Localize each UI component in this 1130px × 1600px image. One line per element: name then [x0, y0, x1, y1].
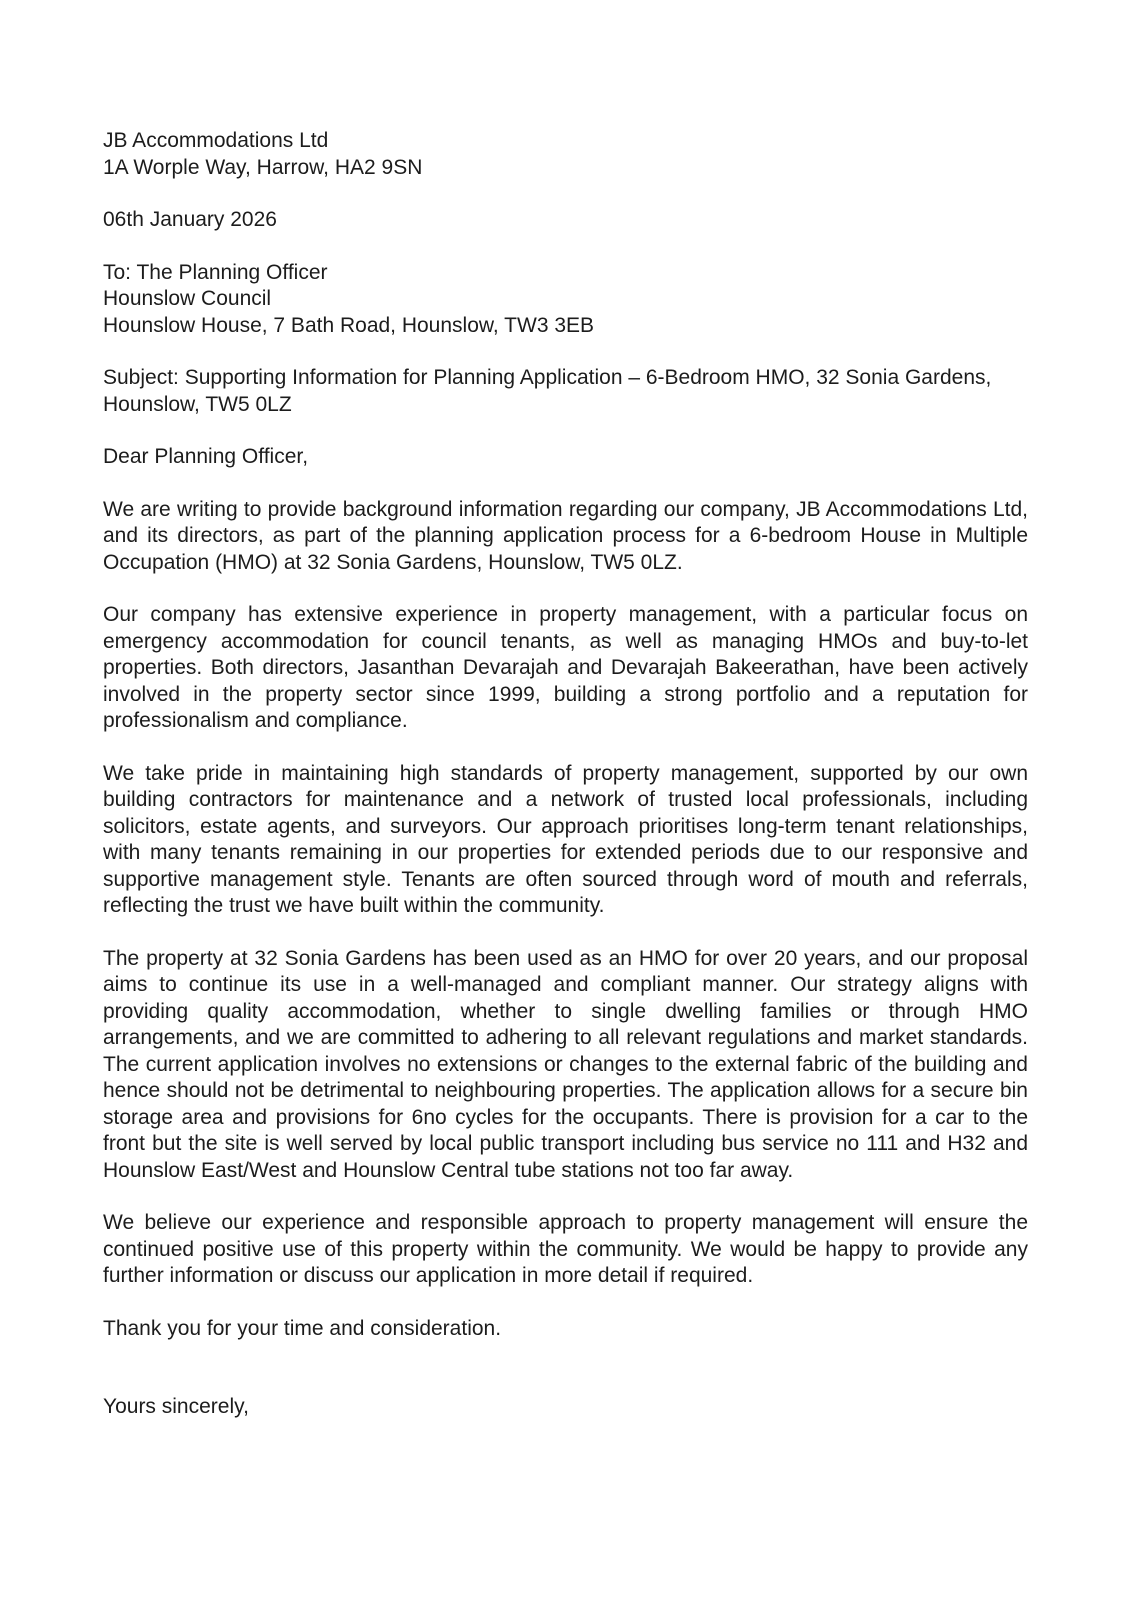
recipient-to: To: The Planning Officer [103, 260, 328, 284]
recipient-organisation: Hounslow Council [103, 287, 272, 310]
subject-line: Subject: Supporting Information for Planning Application – 6-Bedroom HMO, 32 Sonia Gardens, Hounslow, TW5 0LZ [103, 366, 992, 416]
sender-block [103, 128, 1028, 181]
body-paragraph-3: We take pride in maintaining high standards of property management, supported by our own building contractors for maintenance and a network of trusted local professionals, including solicitors, estate agents, and surveyors. Our approach prioritises long-term tenant relationships, with many tenants remaining in our properties for extended periods due to our responsive and supportive management style. Tenants are often sourced through word of mouth and referrals, reflecting the trust we have built within the community. [103, 761, 1028, 917]
body-paragraph-1: We are writing to provide background information regarding our company, JB Accommodations Ltd, and its directors, as part of the planning application process for a 6-bedroom House in Multiple Occupation (HMO) at 32 Sonia Gardens, Hounslow, TW5 0LZ. [103, 497, 1028, 574]
thanks-line: Thank you for your time and consideration. [103, 1316, 502, 1340]
body-paragraph-4: The property at 32 Sonia Gardens has been used as an HMO for over 20 years, and our proposal aims to continue its use in a well-managed and compliant manner. Our strategy aligns with providing quality accommodation, whether to single dwelling families or through HMO arrangements, and we are committed to adhering to all relevant regulations and market standards. The current application involves no extensions or changes to the external fabric of the building and hence should not be detrimental to neighbouring properties. The application allows for a secure bin storage area and provisions for 6no cycles for the occupants. There is provision for a car to the front but the site is well served by local public transport including bus service no 111 and H32 and Hounslow East/West and Hounslow Central tube stations not too far away. [103, 946, 1028, 1182]
body-paragraph-2: Our company has extensive experience in property management, with a particular focus on emergency accommodation for council tenants, as well as managing HMOs and buy-to-let properties. Both directors, Jasanthan Devarajah and Devarajah Bakeerathan, have been actively involved in the property sector since 1999, building a strong portfolio and a reputation for professionalism and compliance. [103, 603, 1028, 732]
salutation: Dear Planning Officer, [103, 445, 309, 468]
sender-company: JB Accommodations Ltd [103, 129, 329, 152]
body-paragraph-5: We believe our experience and responsible approach to property management will ensure the continued positive use of this property within the community. We would be happy to provide any further information or discuss our application in more detail if required. [103, 1211, 1028, 1287]
sender-address: 1A Worple Way, Harrow, HA2 9SN [103, 155, 423, 179]
recipient-block [103, 260, 1028, 340]
letter-date: 06th January 2026 [103, 208, 277, 231]
recipient-address: Hounslow House, 7 Bath Road, Hounslow, TW3 3EB [103, 313, 595, 337]
letter-page [103, 128, 1028, 1447]
closing-line: Yours sincerely, [103, 1395, 249, 1418]
